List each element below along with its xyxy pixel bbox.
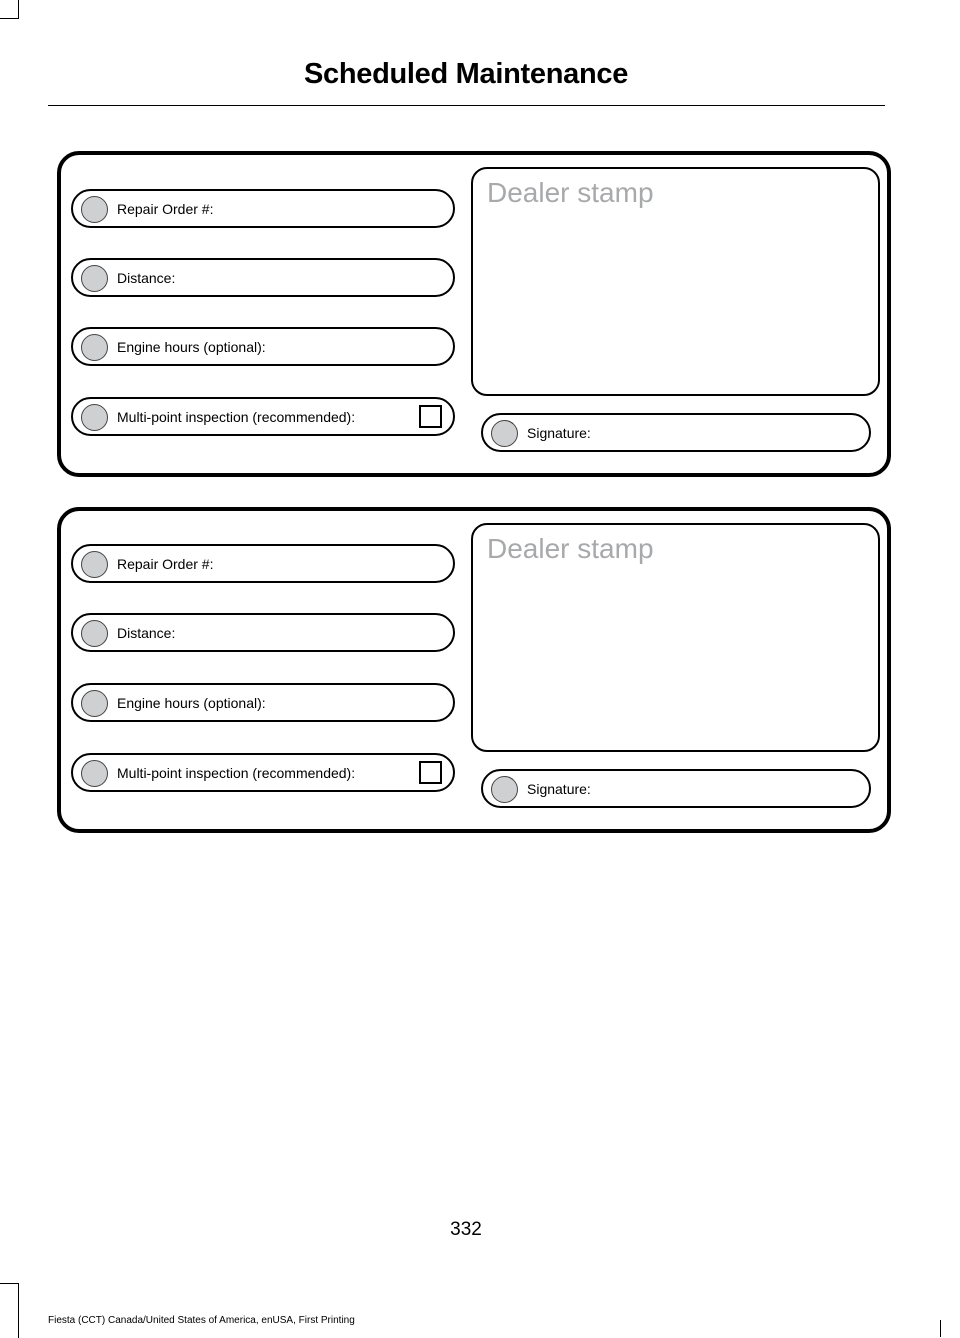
footer-text: Fiesta (CCT) Canada/United States of America, enUSA, First Printing bbox=[48, 1315, 355, 1326]
engine-hours-label: Engine hours (optional): bbox=[117, 339, 266, 355]
signature-label: Signature: bbox=[527, 781, 591, 797]
distance-field[interactable] bbox=[71, 258, 455, 297]
page-number: 332 bbox=[450, 1219, 482, 1240]
circle-bullet-icon bbox=[81, 551, 108, 578]
signature-field[interactable] bbox=[481, 413, 871, 452]
engine-hours-label: Engine hours (optional): bbox=[117, 695, 266, 711]
circle-bullet-icon bbox=[81, 334, 108, 361]
page-title: Scheduled Maintenance bbox=[303, 58, 629, 90]
dealer-stamp-label: Dealer stamp bbox=[487, 177, 654, 208]
crop-mark-bottom-right bbox=[940, 1320, 960, 1337]
dealer-stamp-area bbox=[471, 167, 880, 396]
dealer-stamp-label: Dealer stamp bbox=[487, 533, 654, 564]
distance-field[interactable] bbox=[71, 613, 455, 652]
crop-mark-top-left bbox=[0, 0, 19, 19]
repair-order-label: Repair Order #: bbox=[117, 201, 214, 217]
circle-bullet-icon bbox=[491, 776, 518, 803]
repair-order-field[interactable] bbox=[71, 544, 455, 583]
inspection-field bbox=[71, 753, 455, 792]
maintenance-record-card bbox=[57, 507, 891, 833]
circle-bullet-icon bbox=[81, 690, 108, 717]
circle-bullet-icon bbox=[81, 196, 108, 223]
inspection-label: Multi-point inspection (recommended): bbox=[117, 765, 356, 781]
circle-bullet-icon bbox=[81, 265, 108, 292]
circle-bullet-icon bbox=[491, 420, 518, 447]
dealer-stamp-area bbox=[471, 523, 880, 752]
repair-order-field[interactable] bbox=[71, 189, 455, 228]
maintenance-record-card bbox=[57, 151, 891, 477]
distance-label: Distance: bbox=[117, 270, 176, 286]
circle-bullet-icon bbox=[81, 404, 108, 431]
crop-mark-bottom-left bbox=[0, 1283, 19, 1338]
distance-label: Distance: bbox=[117, 625, 176, 641]
circle-bullet-icon bbox=[81, 620, 108, 647]
signature-label: Signature: bbox=[527, 425, 591, 441]
engine-hours-field[interactable] bbox=[71, 327, 455, 366]
signature-field[interactable] bbox=[481, 769, 871, 808]
inspection-checkbox[interactable] bbox=[419, 761, 442, 784]
title-divider bbox=[48, 105, 885, 106]
inspection-label: Multi-point inspection (recommended): bbox=[117, 409, 356, 425]
inspection-checkbox[interactable] bbox=[419, 405, 442, 428]
repair-order-label: Repair Order #: bbox=[117, 556, 214, 572]
engine-hours-field[interactable] bbox=[71, 683, 455, 722]
circle-bullet-icon bbox=[81, 760, 108, 787]
inspection-field bbox=[71, 397, 455, 436]
